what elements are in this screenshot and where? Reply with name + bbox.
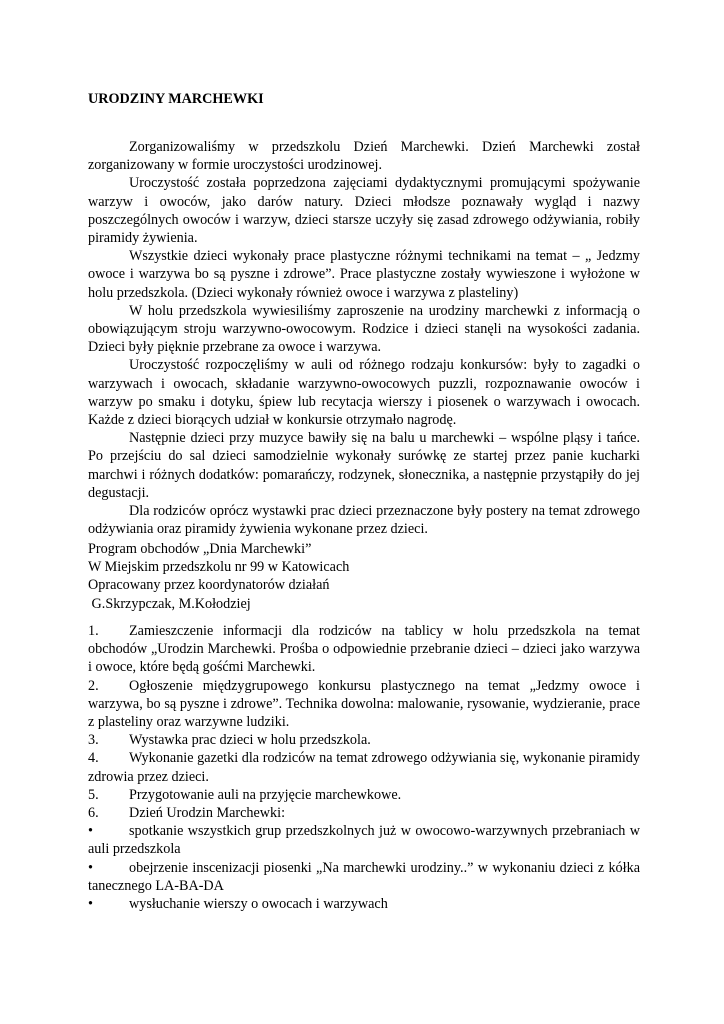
program-title: Program obchodów „Dnia Marchewki” (88, 541, 312, 557)
list-item (88, 749, 640, 785)
list-marker: 6. (88, 805, 99, 822)
bullet-marker: • (88, 896, 93, 913)
list-item-text: Dzień Urodzin Marchewki: (129, 805, 286, 822)
list-marker: 3. (88, 732, 99, 749)
list-marker: 1. (88, 623, 99, 639)
list-item-text: Ogłoszenie międzygrupowego konkursu plastycznego na temat „Jedzmy owoce i warzywa, bo są pyszne i zdrowe”. Technika dowolna: malowanie, rysowanie, wydzieranie, prace z plasteliny oraz warzywne ludziki. (88, 677, 640, 731)
list-item (88, 731, 640, 749)
bullet-item (88, 895, 640, 913)
program-list (88, 622, 640, 913)
list-item (88, 786, 640, 804)
program-authors: G.Skrzypczak, M.Kołodziej (88, 595, 251, 612)
list-item-text: Zamieszczenie informacji dla rodziców na tablicy w holu przedszkola na temat obchodów „Urodzin Marchewki. Prośba o odpowiednie przebranie dzieci – dzieci jako warzywa i owoce, które będą gośćmi Marchewki. (88, 623, 640, 676)
bullet-item-text: spotkanie wszystkich grup przedszkolnych już w owocowo-warzywnych przebraniach w auli przedszkola (88, 823, 640, 858)
list-item-text: Wykonanie gazetki dla rodziców na temat zdrowego odżywiania się, wykonanie piramidy zdrowia przez dzieci. (88, 750, 640, 785)
bullet-item (88, 859, 640, 895)
list-marker: 5. (88, 786, 99, 803)
list-marker: 4. (88, 750, 99, 767)
paragraph: Zorganizowaliśmy w przedszkolu Dzień Marchewki. Dzień Marchewki został zorganizowany w formie uroczystości urodzinowej. (88, 139, 640, 174)
bullet-marker: • (88, 859, 93, 876)
paragraph: Wszystkie dzieci wykonały prace plastyczne różnymi technikami na temat – „ Jedzmy owoce i warzywa bo są pyszne i zdrowe”. Prace plastyczne zostały wywieszone i wyłożone w holu przedszkola. (Dzieci wykonały również owoce i warzywa z plasteliny) (88, 248, 640, 301)
list-item-text: Przygotowanie auli na przyjęcie marchewkowe. (129, 786, 402, 803)
program-prepared-by: Opracowany przez koordynatorów działań (88, 577, 330, 594)
list-marker: 2. (88, 677, 99, 694)
paragraph: Uroczystość została poprzedzona zajęciami dydaktycznymi promującymi spożywanie warzyw i owoców, jako darów natury. Dzieci młodsze poznawały wygląd i nazwy poszczególnych owoców i warzyw, dzieci starsze uczyły się zasad zdrowego odżywiania, robiły piramidy żywienia. (88, 175, 640, 247)
list-item-text: Wystawka prac dzieci w holu przedszkola. (129, 732, 371, 749)
bullet-item (88, 822, 640, 858)
program-header (88, 540, 640, 613)
body-text (88, 138, 640, 538)
paragraph: Uroczystość rozpoczęliśmy w auli od różnego rodzaju konkursów: były to zagadki o warzywach i owocach, składanie warzywno-owocowych puzzli, rozpoznawanie owoców i warzyw po smaku i dotyku, śpiew lub recytacja wierszy i piosenek o warzywach i owocach. Każde z dzieci biorących udział w konkursie otrzymało nagrodę. (88, 357, 640, 429)
program-location: W Miejskim przedszkolu nr 99 w Katowicach (88, 559, 350, 576)
bullet-item-text: obejrzenie inscenizacji piosenki „Na marchewki urodziny..” w wykonaniu dzieci z kółka tanecznego LA-BA-DA (88, 859, 640, 894)
paragraph: Następnie dzieci przy muzyce bawiły się na balu u marchewki – wspólne pląsy i tańce. Po przejściu do sal dzieci samodzielnie wykonały surówkę ze startej przez panie kucharki marchwi i różnych dodatków: pomarańczy, rodzynek, słonecznika, a następnie przystąpiły do jej degustacji. (88, 430, 640, 501)
document-title: URODZINY MARCHEWKI (88, 91, 264, 107)
list-item (88, 677, 640, 732)
bullet-item-text: wysłuchanie wierszy o owocach i warzywach (129, 896, 388, 913)
list-item (88, 622, 640, 677)
bullet-marker: • (88, 823, 93, 840)
paragraph: Dla rodziców oprócz wystawki prac dzieci przeznaczone były postery na temat zdrowego odżywiania oraz piramidy żywienia wykonane przez dzieci. (88, 503, 640, 538)
list-item (88, 804, 640, 822)
paragraph: W holu przedszkola wywiesiliśmy zaproszenie na urodziny marchewki z informacją o obowiązującym stroju warzywno-owocowym. Rodzice i dzieci stanęli na wysokości zadania. Dzieci były pięknie przebrane za owoce i warzywa. (88, 302, 640, 356)
